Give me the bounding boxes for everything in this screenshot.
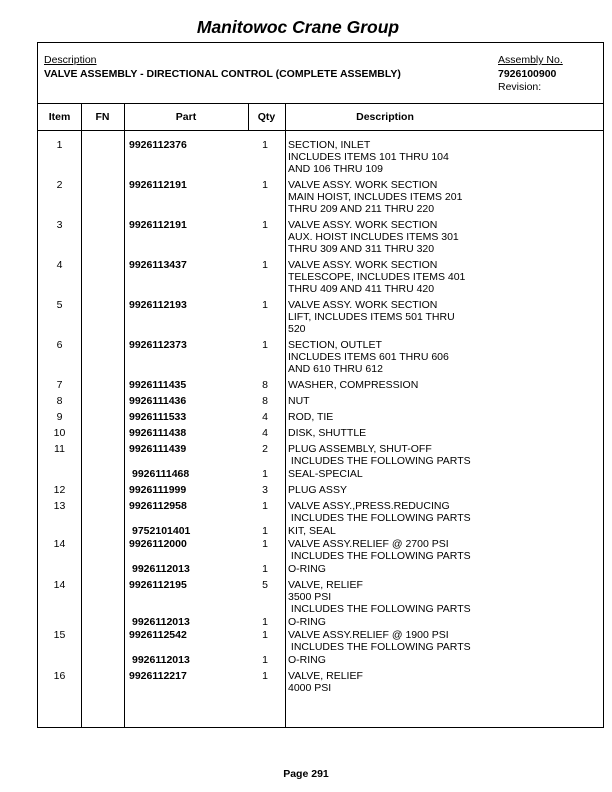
table-row — [38, 411, 603, 423]
part-number: 9926111533 — [129, 411, 187, 423]
item-number: 12 — [53, 484, 66, 496]
item-number: 9 — [56, 411, 63, 423]
quantity: 4 — [262, 411, 268, 423]
table-row — [38, 579, 603, 615]
description-label: Description — [44, 54, 97, 66]
item-number: 3 — [56, 219, 63, 231]
part-description: VALVE ASSY.RELIEF @ 1900 PSI INCLUDES THE FOLLOWING PARTS — [288, 629, 471, 653]
table-row — [38, 525, 603, 537]
part-number: 9926111439 — [129, 443, 187, 455]
revision-label: Revision: — [498, 81, 542, 93]
part-description: O-RING — [288, 563, 326, 575]
item-number: 4 — [56, 259, 63, 271]
part-number: 9926112958 — [129, 500, 187, 512]
part-number: 9926112013 — [132, 616, 190, 628]
description-value: VALVE ASSEMBLY - DIRECTIONAL CONTROL (COMPLETE ASSEMBLY) — [44, 68, 401, 80]
column-header-fn: FN — [95, 111, 110, 123]
part-number: 9926112542 — [129, 629, 187, 641]
parts-list — [38, 139, 603, 698]
quantity: 1 — [262, 670, 268, 682]
part-number: 9926112376 — [129, 139, 187, 151]
part-number: 9926112217 — [129, 670, 187, 682]
part-description: SECTION, INLET INCLUDES ITEMS 101 THRU 104 AND 106 THRU 109 — [288, 139, 449, 175]
part-description: VALVE ASSY.RELIEF @ 2700 PSI INCLUDES THE FOLLOWING PARTS — [288, 538, 471, 562]
table-row — [38, 629, 603, 653]
item-number: 16 — [53, 670, 66, 682]
quantity: 1 — [262, 219, 268, 231]
column-header-item: Item — [48, 111, 71, 123]
quantity: 5 — [262, 579, 268, 591]
part-description: VALVE ASSY. WORK SECTION MAIN HOIST, INCLUDES ITEMS 201 THRU 209 AND 211 THRU 220 — [288, 179, 463, 215]
table-row — [38, 484, 603, 496]
table-row — [38, 259, 603, 295]
item-number: 14 — [53, 579, 66, 591]
column-divider — [248, 104, 249, 131]
quantity: 1 — [262, 468, 268, 480]
item-number: 7 — [56, 379, 63, 391]
quantity: 1 — [262, 299, 268, 311]
part-description: SEAL-SPECIAL — [288, 468, 363, 480]
item-number: 8 — [56, 395, 63, 407]
part-description: VALVE ASSY. WORK SECTION LIFT, INCLUDES ITEMS 501 THRU 520 — [288, 299, 455, 335]
part-description: ROD, TIE — [288, 411, 334, 423]
quantity: 1 — [262, 629, 268, 641]
quantity: 1 — [262, 179, 268, 191]
part-number: 9926112000 — [129, 538, 187, 550]
table-row — [38, 670, 603, 694]
item-number: 2 — [56, 179, 63, 191]
part-number: 9926112373 — [129, 339, 187, 351]
part-number: 9926112013 — [132, 654, 190, 666]
table-row — [38, 179, 603, 215]
item-number: 5 — [56, 299, 63, 311]
part-description: VALVE ASSY. WORK SECTION AUX. HOIST INCLUDES ITEMS 301 THRU 309 AND 311 THRU 320 — [288, 219, 459, 255]
item-number: 13 — [53, 500, 66, 512]
part-description: KIT, SEAL — [288, 525, 336, 537]
part-number: 9926112193 — [129, 299, 187, 311]
part-description: SECTION, OUTLET INCLUDES ITEMS 601 THRU 606 AND 610 THRU 612 — [288, 339, 449, 375]
part-description: O-RING — [288, 654, 326, 666]
part-description: DISK, SHUTTLE — [288, 427, 367, 439]
column-headers — [38, 104, 603, 131]
item-number: 14 — [53, 538, 66, 550]
part-number: 9926111436 — [129, 395, 187, 407]
part-description: VALVE, RELIEF 3500 PSI INCLUDES THE FOLLOWING PARTS — [288, 579, 471, 615]
table-row — [38, 468, 603, 480]
part-number: 9926111999 — [129, 484, 187, 496]
page-number: Page 291 — [283, 768, 329, 780]
quantity: 1 — [262, 500, 268, 512]
part-number: 9926112013 — [132, 563, 190, 575]
quantity: 1 — [262, 563, 268, 575]
table-row — [38, 339, 603, 375]
part-description: O-RING — [288, 616, 326, 628]
item-number: 11 — [54, 443, 65, 455]
table-row — [38, 500, 603, 524]
part-description: VALVE ASSY.,PRESS.REDUCING INCLUDES THE FOLLOWING PARTS — [288, 500, 471, 524]
table-row — [38, 538, 603, 562]
part-description: VALVE, RELIEF 4000 PSI — [288, 670, 363, 694]
part-description: VALVE ASSY. WORK SECTION TELESCOPE, INCLUDES ITEMS 401 THRU 409 AND 411 THRU 420 — [288, 259, 466, 295]
part-number: 9926112191 — [129, 179, 187, 191]
assembly-number-value: 7926100900 — [498, 68, 557, 80]
quantity: 1 — [262, 259, 268, 271]
part-description: PLUG ASSY — [288, 484, 347, 496]
part-number: 9926111468 — [132, 468, 190, 480]
quantity: 1 — [262, 654, 268, 666]
part-description: PLUG ASSEMBLY, SHUT-OFF INCLUDES THE FOLLOWING PARTS — [288, 443, 471, 467]
item-number: 6 — [56, 339, 63, 351]
part-number: 9926112191 — [129, 219, 187, 231]
quantity: 1 — [262, 339, 268, 351]
table-row — [38, 563, 603, 575]
quantity: 1 — [262, 538, 268, 550]
part-description: WASHER, COMPRESSION — [288, 379, 419, 391]
table-row — [38, 299, 603, 335]
quantity: 8 — [262, 395, 268, 407]
part-number: 9752101401 — [132, 525, 191, 537]
table-row — [38, 379, 603, 391]
table-row — [38, 139, 603, 175]
column-header-description: Description — [356, 111, 414, 123]
part-number: 9926111435 — [129, 379, 187, 391]
item-number: 15 — [53, 629, 66, 641]
table-row — [38, 616, 603, 628]
table-row — [38, 654, 603, 666]
column-header-part: Part — [175, 111, 197, 123]
quantity: 2 — [262, 443, 268, 455]
quantity: 1 — [262, 139, 268, 151]
item-number: 10 — [53, 427, 66, 439]
quantity: 1 — [262, 525, 268, 537]
column-header-qty: Qty — [257, 111, 276, 123]
part-number: 9926113437 — [129, 259, 187, 271]
quantity: 4 — [262, 427, 268, 439]
table-row — [38, 443, 603, 467]
company-title: Manitowoc Crane Group — [196, 17, 400, 37]
part-description: NUT — [288, 395, 310, 407]
table-row — [38, 395, 603, 407]
part-number: 9926111438 — [129, 427, 187, 439]
table-row — [38, 427, 603, 439]
table-row — [38, 219, 603, 255]
quantity: 3 — [262, 484, 268, 496]
assembly-header — [38, 43, 603, 104]
item-number: 1 — [56, 139, 63, 151]
parts-table-frame — [37, 42, 604, 728]
part-number: 9926112195 — [129, 579, 187, 591]
assembly-number-label: Assembly No. — [498, 54, 563, 66]
quantity: 1 — [262, 616, 268, 628]
quantity: 8 — [262, 379, 268, 391]
